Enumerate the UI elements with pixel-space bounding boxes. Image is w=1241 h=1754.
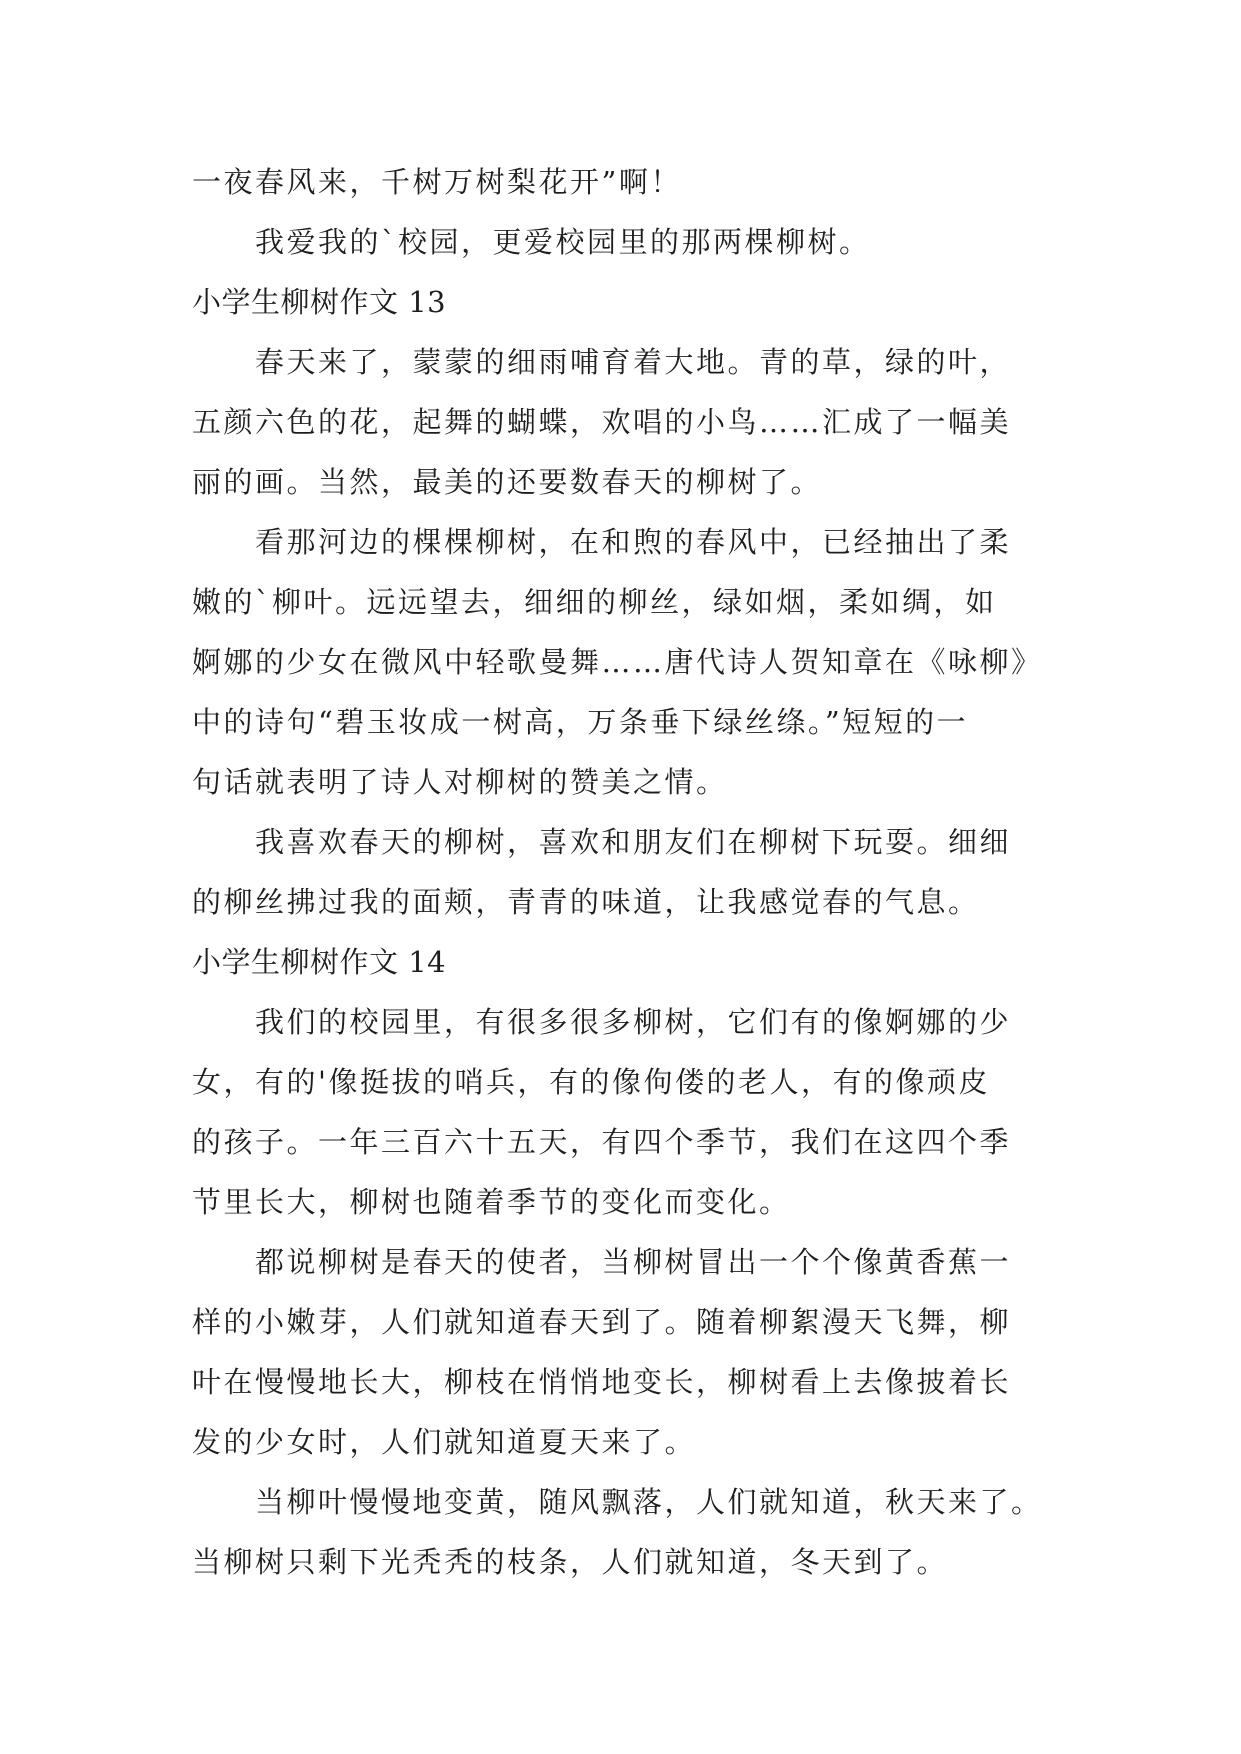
text-line: 样的小嫩芽，人们就知道春天到了。随着柳絮漫天飞舞，柳: [192, 1305, 1012, 1339]
text-line: 的柳丝拂过我的面颊，青青的味道，让我感觉春的气息。: [192, 885, 980, 919]
text-line: 句话就表明了诗人对柳树的赞美之情。: [192, 765, 728, 799]
text-line: 我爱我的`校园，更爱校园里的那两棵柳树。: [192, 225, 871, 259]
text-line: 当柳叶慢慢地变黄，随风飘落，人们就知道，秋天来了。: [192, 1485, 1043, 1519]
text-line: 我喜欢春天的柳树，喜欢和朋友们在柳树下玩耍。细细: [192, 825, 1012, 859]
text-line: 的孩子。一年三百六十五天，有四个季节，我们在这四个季: [192, 1125, 1012, 1159]
text-line: 嫩的`柳叶。远远望去，细细的柳丝，绿如烟，柔如绸，如: [192, 585, 997, 619]
document-body: [192, 152, 1072, 1592]
text-line: 叶在慢慢地长大，柳枝在悄悄地变长，柳树看上去像披着长: [192, 1365, 1012, 1399]
text-line: 五颜六色的花，起舞的蝴蝶，欢唱的小鸟……汇成了一幅美: [192, 405, 1012, 439]
section-heading: 小学生柳树作文 14: [192, 945, 447, 979]
text-line: 都说柳树是春天的使者，当柳树冒出一个个像黄香蕉一: [192, 1245, 1012, 1279]
text-line: 丽的画。当然，最美的还要数春天的柳树了。: [192, 465, 823, 499]
text-line: 中的诗句“碧玉妆成一树高，万条垂下绿丝绦。”短短的一: [192, 705, 969, 739]
text-line: 当柳树只剩下光秃秃的枝条，人们就知道，冬天到了。: [192, 1545, 949, 1579]
text-line: 我们的校园里，有很多很多柳树，它们有的像婀娜的少: [192, 1005, 1012, 1039]
text-line: 婀娜的少女在微风中轻歌曼舞……唐代诗人贺知章在《咏柳》: [192, 645, 1043, 679]
text-line: 节里长大，柳树也随着季节的变化而变化。: [192, 1185, 791, 1219]
text-line: 看那河边的棵棵柳树，在和煦的春风中，已经抽出了柔: [192, 525, 1012, 559]
text-line: 发的少女时，人们就知道夏天来了。: [192, 1425, 697, 1459]
text-line: 一夜春风来，千树万树梨花开”啊！: [192, 165, 682, 199]
text-line: 春天来了，蒙蒙的细雨哺育着大地。青的草，绿的叶，: [192, 345, 1012, 379]
text-line: 女，有的'像挺拔的哨兵，有的像佝偻的老人，有的像顽皮: [192, 1065, 990, 1099]
section-heading: 小学生柳树作文 13: [192, 285, 447, 319]
